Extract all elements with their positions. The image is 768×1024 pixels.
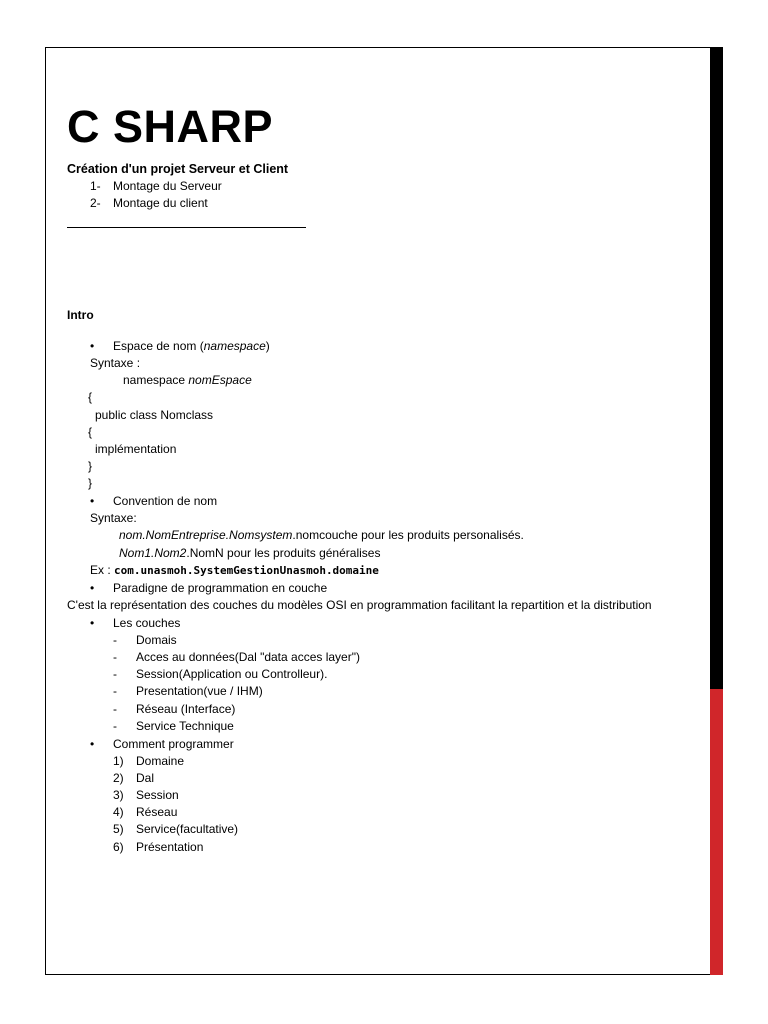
layer-item: Réseau (Interface) [136,702,236,716]
step-item: Réseau [136,805,178,819]
convention-bullet: Convention de nom [113,494,218,508]
intro-heading: Intro [67,308,94,322]
dash-icon: - [113,650,117,664]
step-number: 2) [113,771,124,785]
paradigm-description: C'est la représentation des couches du modèles OSI en programmation facilitant la repartition et la distribution [67,598,652,612]
dash-icon: - [113,684,117,698]
step-number: 1) [113,754,124,768]
class-line: public class Nomclass [95,408,214,422]
document-title: C SHARP [67,101,274,152]
layer-item: Presentation(vue / IHM) [136,684,263,698]
convention-example: Ex : com.unasmoh.SystemGestionUnasmoh.domaine [90,563,379,577]
namespace-keyword-line: namespace nomEspace [123,373,252,387]
toc-item-1: Montage du Serveur [113,179,222,193]
step-item: Domaine [136,754,185,768]
brace-open-1: { [88,390,93,404]
brace-close-1: } [88,459,93,473]
step-item: Service(facultative) [136,822,239,836]
howto-bullet: Comment programmer [113,737,234,751]
toc-item-2: Montage du client [113,196,208,210]
step-number: 6) [113,840,124,854]
brace-open-2: { [88,425,93,439]
dash-icon: - [113,633,117,647]
toc-num-2: 2- [90,196,101,210]
layer-item: Session(Application ou Controlleur). [136,667,328,681]
layer-item: Service Technique [136,719,234,733]
implementation-line: implémentation [95,442,177,456]
layer-item: Acces au données(Dal "data acces layer") [136,650,360,664]
brace-close-2: } [88,476,93,490]
step-item: Dal [136,771,155,785]
convention-syntax-label: Syntaxe: [90,511,137,525]
bullet-icon: • [90,494,95,508]
bullet-icon: • [90,616,95,630]
step-item: Présentation [136,840,204,854]
namespace-syntax-label: Syntaxe : [90,356,141,370]
bullet-icon: • [90,339,95,353]
dash-icon: - [113,719,117,733]
step-item: Session [136,788,179,802]
step-number: 5) [113,822,124,836]
layer-item: Domais [136,633,177,647]
convention-line-2: Nom1.Nom2.NomN pour les produits généralises [119,546,381,560]
toc-num-1: 1- [90,179,101,193]
document-subtitle: Création d'un projet Serveur et Client [67,162,289,176]
step-number: 3) [113,788,124,802]
bullet-icon: • [90,737,95,751]
separator-line [67,227,306,228]
paradigm-bullet: Paradigne de programmation en couche [113,581,328,595]
side-bar-black [710,47,723,689]
dash-icon: - [113,702,117,716]
namespace-bullet: Espace de nom (namespace) [113,339,270,353]
convention-line-1: nom.NomEntreprise.Nomsystem.nomcouche pour les produits personalisés. [119,528,524,542]
dash-icon: - [113,667,117,681]
side-bar-red [710,689,723,975]
step-number: 4) [113,805,124,819]
layers-bullet: Les couches [113,616,181,630]
bullet-icon: • [90,581,95,595]
